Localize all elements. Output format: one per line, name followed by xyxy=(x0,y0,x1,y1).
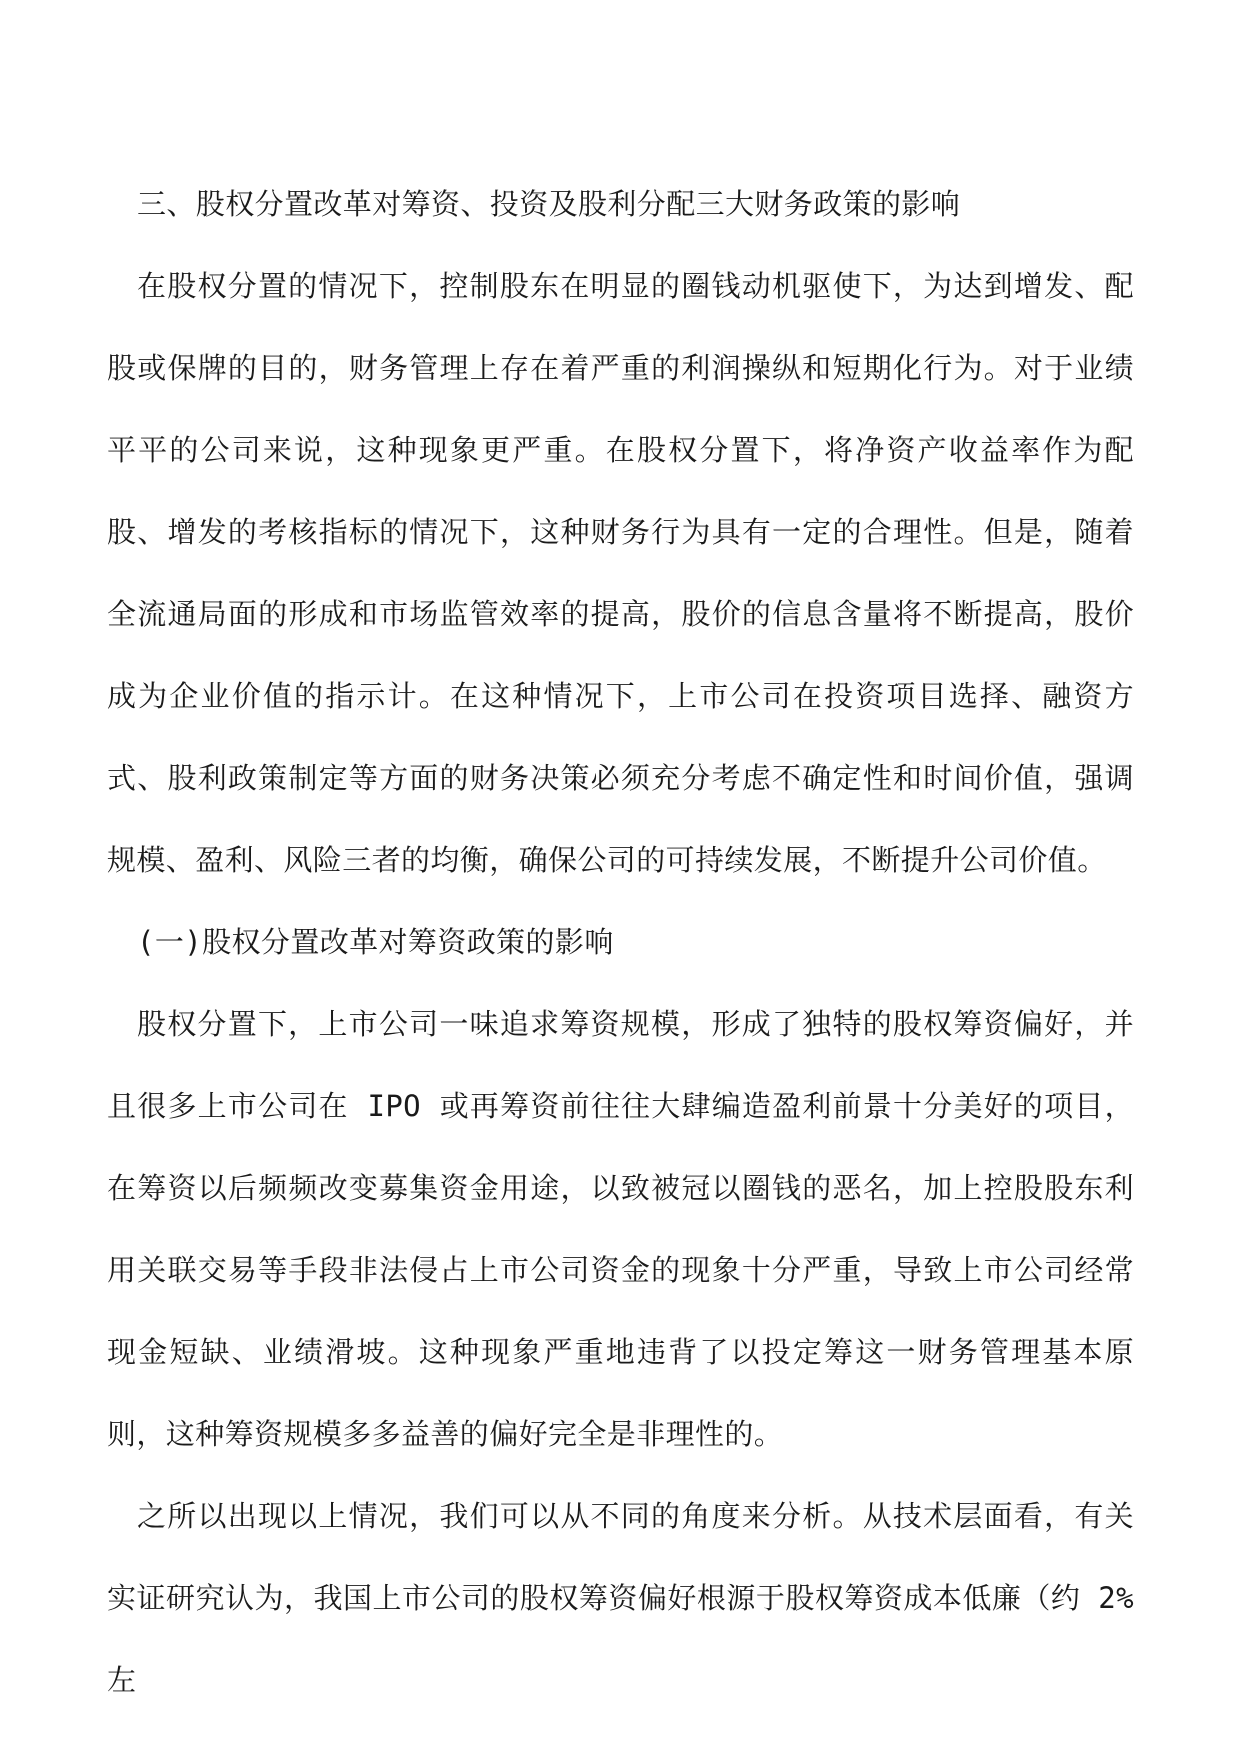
document-body xyxy=(107,163,1134,1721)
section-heading: 三、股权分置改革对筹资、投资及股利分配三大财务政策的影响 xyxy=(137,187,961,221)
paragraph-financing-preference: 股权分置下，上市公司一味追求筹资规模，形成了独特的股权筹资偏好，并且很多上市公司在 IPO 或再筹资前往往大肆编造盈利前景十分美好的项目，在筹资以后频频改变募集资金用途，以致被冠以圈钱的恶名，加上控股股东利用关联交易等手段非法侵占上市公司资金的现象十分严重，导致上市公司经常现金短缺、业绩滑坡。这种现象严重地违背了以投定筹这一财务管理基本原则，这种筹资规模多多益善的偏好完全是非理性的。 xyxy=(107,1007,1134,1451)
paragraph-analysis: 之所以出现以上情况，我们可以从不同的角度来分析。从技术层面看，有关实证研究认为，我国上市公司的股权筹资偏好根源于股权筹资成本低廉（约 2%左 xyxy=(107,1499,1134,1697)
paragraph-equity-split-overview: 在股权分置的情况下，控制股东在明显的圈钱动机驱使下，为达到增发、配股或保牌的目的，财务管理上存在着严重的利润操纵和短期化行为。对于业绩平平的公司来说，这种现象更严重。在股权分置下，将净资产收益率作为配股、增发的考核指标的情况下，这种财务行为具有一定的合理性。但是，随着全流通局面的形成和市场监管效率的提高，股价的信息含量将不断提高，股价成为企业价值的指示计。在这种情况下，上市公司在投资项目选择、融资方式、股利政策制定等方面的财务决策必须充分考虑不确定性和时间价值，强调规模、盈利、风险三者的均衡，确保公司的可持续发展，不断提升公司价值。 xyxy=(107,269,1134,877)
subsection-heading: (一)股权分置改革对筹资政策的影响 xyxy=(137,925,614,959)
